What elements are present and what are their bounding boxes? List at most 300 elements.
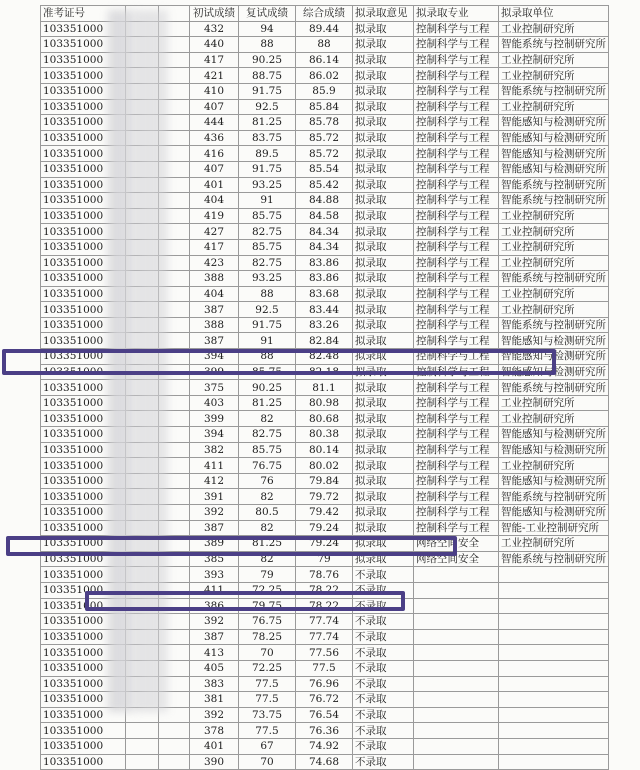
table-cell[interactable]: 103351000 (41, 99, 126, 115)
table-cell[interactable]: 93.25 (239, 177, 296, 193)
table-cell[interactable]: 91.75 (239, 83, 296, 99)
table-cell[interactable]: 103351000 (41, 333, 126, 349)
table-cell[interactable]: 88.75 (239, 68, 296, 84)
table-cell[interactable] (126, 738, 159, 754)
table-cell[interactable] (159, 723, 190, 739)
table-cell[interactable]: 407 (190, 161, 239, 177)
table-cell[interactable]: 79.42 (296, 505, 353, 521)
table-cell[interactable]: 103351000 (41, 364, 126, 380)
table-cell[interactable]: 82 (239, 489, 296, 505)
table-cell[interactable]: 388 (190, 271, 239, 287)
table-cell[interactable] (414, 754, 499, 770)
table-cell[interactable]: 控制科学与工程 (414, 115, 499, 131)
table-cell[interactable]: 拟录取 (353, 68, 414, 84)
table-cell[interactable]: 85.75 (239, 239, 296, 255)
table-cell[interactable]: 拟录取 (353, 286, 414, 302)
table-cell[interactable]: 76.75 (239, 458, 296, 474)
table-cell[interactable]: 387 (190, 520, 239, 536)
table-cell[interactable]: 拟录取 (353, 411, 414, 427)
table-cell[interactable]: 89.44 (296, 21, 353, 37)
table-cell[interactable]: 84.34 (296, 224, 353, 240)
table-cell[interactable]: 103351000 (41, 239, 126, 255)
table-cell[interactable]: 73.75 (239, 707, 296, 723)
table-cell[interactable]: 控制科学与工程 (414, 99, 499, 115)
table-cell[interactable]: 103351000 (41, 395, 126, 411)
table-cell[interactable]: 智能-工业控制研究所 (499, 520, 609, 536)
table-cell[interactable]: 387 (190, 333, 239, 349)
table-cell[interactable]: 382 (190, 442, 239, 458)
table-cell[interactable]: 拟录取 (353, 349, 414, 365)
table-cell[interactable]: 85.84 (296, 99, 353, 115)
table-cell[interactable]: 工业控制研究所 (499, 411, 609, 427)
table-cell[interactable]: 拟录取 (353, 302, 414, 318)
table-cell[interactable]: 工业控制研究所 (499, 536, 609, 552)
table-cell[interactable]: 智能感知与检测研究所 (499, 364, 609, 380)
table-cell[interactable]: 72.25 (239, 660, 296, 676)
header-cell[interactable]: 综合成绩 (296, 6, 353, 22)
table-cell[interactable]: 76.72 (296, 692, 353, 708)
table-cell[interactable] (159, 738, 190, 754)
table-cell[interactable]: 工业控制研究所 (499, 208, 609, 224)
table-cell[interactable]: 103351000 (41, 614, 126, 630)
table-cell[interactable]: 103351000 (41, 271, 126, 287)
table-cell[interactable]: 智能感知与检测研究所 (499, 427, 609, 443)
table-cell[interactable]: 103351000 (41, 536, 126, 552)
table-cell[interactable]: 103351000 (41, 692, 126, 708)
table-cell[interactable]: 控制科学与工程 (414, 161, 499, 177)
table-cell[interactable]: 91.75 (239, 161, 296, 177)
table-cell[interactable]: 401 (190, 738, 239, 754)
table-cell[interactable]: 工业控制研究所 (499, 224, 609, 240)
table-cell[interactable]: 103351000 (41, 68, 126, 84)
table-cell[interactable]: 401 (190, 177, 239, 193)
table-cell[interactable]: 70 (239, 645, 296, 661)
table-cell[interactable]: 控制科学与工程 (414, 224, 499, 240)
table-cell[interactable]: 416 (190, 146, 239, 162)
table-cell[interactable]: 417 (190, 52, 239, 68)
table-cell[interactable]: 103351000 (41, 317, 126, 333)
table-cell[interactable]: 拟录取 (353, 505, 414, 521)
header-cell[interactable]: 复试成绩 (239, 6, 296, 22)
table-cell[interactable]: 拟录取 (353, 473, 414, 489)
table-cell[interactable]: 78.22 (296, 598, 353, 614)
table-cell[interactable]: 智能感知与检测研究所 (499, 333, 609, 349)
table-cell[interactable]: 智能系统与控制研究所 (499, 380, 609, 396)
table-cell[interactable]: 控制科学与工程 (414, 505, 499, 521)
table-cell[interactable]: 103351000 (41, 286, 126, 302)
table-cell[interactable]: 80.38 (296, 427, 353, 443)
table-cell[interactable]: 工业控制研究所 (499, 99, 609, 115)
table-cell[interactable]: 103351000 (41, 130, 126, 146)
table-cell[interactable]: 103351000 (41, 161, 126, 177)
table-cell[interactable]: 智能系统与控制研究所 (499, 551, 609, 567)
table-cell[interactable]: 智能感知与检测研究所 (499, 442, 609, 458)
table-cell[interactable]: 智能感知与检测研究所 (499, 115, 609, 131)
table-cell[interactable]: 103351000 (41, 707, 126, 723)
header-cell[interactable]: 拟录取专业 (414, 6, 499, 22)
table-cell[interactable]: 78.76 (296, 567, 353, 583)
table-cell[interactable]: 83.86 (296, 271, 353, 287)
table-cell[interactable]: 拟录取 (353, 271, 414, 287)
table-cell[interactable] (414, 660, 499, 676)
table-cell[interactable]: 80.68 (296, 411, 353, 427)
table-cell[interactable] (499, 660, 609, 676)
table-cell[interactable]: 103351000 (41, 551, 126, 567)
table-cell[interactable]: 103351000 (41, 520, 126, 536)
header-cell[interactable]: 拟录取意见 (353, 6, 414, 22)
table-cell[interactable]: 390 (190, 754, 239, 770)
table-cell[interactable]: 411 (190, 582, 239, 598)
table-cell[interactable]: 控制科学与工程 (414, 473, 499, 489)
table-cell[interactable] (499, 707, 609, 723)
table-cell[interactable]: 103351000 (41, 505, 126, 521)
table-cell[interactable]: 拟录取 (353, 551, 414, 567)
table-cell[interactable]: 407 (190, 99, 239, 115)
table-cell[interactable]: 103351000 (41, 193, 126, 209)
table-cell[interactable] (414, 723, 499, 739)
table-cell[interactable]: 77.74 (296, 629, 353, 645)
table-cell[interactable]: 103351000 (41, 598, 126, 614)
table-cell[interactable]: 不录取 (353, 645, 414, 661)
table-cell[interactable]: 88 (239, 286, 296, 302)
table-cell[interactable]: 控制科学与工程 (414, 52, 499, 68)
table-cell[interactable]: 76.96 (296, 676, 353, 692)
table-cell[interactable]: 82.48 (296, 349, 353, 365)
table-cell[interactable] (499, 645, 609, 661)
table-cell[interactable]: 84.34 (296, 239, 353, 255)
table-cell[interactable]: 81.25 (239, 395, 296, 411)
table-cell[interactable]: 智能系统与控制研究所 (499, 271, 609, 287)
table-cell[interactable]: 拟录取 (353, 458, 414, 474)
table-cell[interactable]: 拟录取 (353, 177, 414, 193)
table-cell[interactable]: 103351000 (41, 427, 126, 443)
table-cell[interactable]: 92.5 (239, 302, 296, 318)
table-cell[interactable]: 82.75 (239, 224, 296, 240)
table-cell[interactable]: 控制科学与工程 (414, 411, 499, 427)
table-cell[interactable]: 85.42 (296, 177, 353, 193)
table-cell[interactable]: 工业控制研究所 (499, 52, 609, 68)
table-cell[interactable]: 381 (190, 692, 239, 708)
table-cell[interactable]: 控制科学与工程 (414, 271, 499, 287)
table-cell[interactable]: 74.92 (296, 738, 353, 754)
table-cell[interactable]: 85.75 (239, 208, 296, 224)
table-cell[interactable]: 404 (190, 193, 239, 209)
table-cell[interactable]: 77.56 (296, 645, 353, 661)
table-cell[interactable]: 103351000 (41, 52, 126, 68)
table-cell[interactable]: 拟录取 (353, 427, 414, 443)
table-cell[interactable]: 80.02 (296, 458, 353, 474)
table-cell[interactable]: 103351000 (41, 302, 126, 318)
table-cell[interactable]: 387 (190, 302, 239, 318)
table-cell[interactable]: 控制科学与工程 (414, 83, 499, 99)
table-cell[interactable]: 智能感知与检测研究所 (499, 161, 609, 177)
table-cell[interactable]: 103351000 (41, 473, 126, 489)
table-cell[interactable]: 399 (190, 411, 239, 427)
table-cell[interactable]: 控制科学与工程 (414, 302, 499, 318)
table-cell[interactable]: 103351000 (41, 629, 126, 645)
table-cell[interactable]: 103351000 (41, 349, 126, 365)
table-cell[interactable]: 79.24 (296, 520, 353, 536)
table-cell[interactable]: 86.02 (296, 68, 353, 84)
table-cell[interactable]: 90.25 (239, 52, 296, 68)
table-cell[interactable]: 391 (190, 489, 239, 505)
table-cell[interactable]: 智能系统与控制研究所 (499, 489, 609, 505)
table-cell[interactable] (499, 723, 609, 739)
table-cell[interactable]: 92.5 (239, 99, 296, 115)
table-cell[interactable]: 83.68 (296, 286, 353, 302)
table-cell[interactable]: 拟录取 (353, 317, 414, 333)
table-cell[interactable]: 82.75 (239, 427, 296, 443)
table-cell[interactable]: 控制科学与工程 (414, 130, 499, 146)
table-cell[interactable]: 控制科学与工程 (414, 520, 499, 536)
table-cell[interactable]: 81.25 (239, 536, 296, 552)
table-cell[interactable]: 79.24 (296, 536, 353, 552)
table-cell[interactable]: 控制科学与工程 (414, 349, 499, 365)
table-cell[interactable] (414, 582, 499, 598)
table-cell[interactable]: 智能感知与检测研究所 (499, 130, 609, 146)
table-cell[interactable]: 控制科学与工程 (414, 458, 499, 474)
table-cell[interactable]: 77.74 (296, 614, 353, 630)
table-cell[interactable]: 工业控制研究所 (499, 302, 609, 318)
table-cell[interactable]: 控制科学与工程 (414, 364, 499, 380)
table-cell[interactable]: 智能感知与检测研究所 (499, 505, 609, 521)
table-cell[interactable]: 394 (190, 427, 239, 443)
table-cell[interactable] (499, 614, 609, 630)
table-cell[interactable] (499, 598, 609, 614)
table-cell[interactable]: 控制科学与工程 (414, 193, 499, 209)
table-cell[interactable]: 440 (190, 37, 239, 53)
table-cell[interactable]: 103351000 (41, 21, 126, 37)
table-cell[interactable]: 394 (190, 349, 239, 365)
table-cell[interactable]: 拟录取 (353, 83, 414, 99)
header-cell[interactable]: 拟录取单位 (499, 6, 609, 22)
table-cell[interactable]: 拟录取 (353, 146, 414, 162)
table-cell[interactable]: 88 (239, 37, 296, 53)
table-cell[interactable]: 91.75 (239, 317, 296, 333)
table-cell[interactable]: 80.98 (296, 395, 353, 411)
table-cell[interactable] (414, 598, 499, 614)
table-cell[interactable]: 拟录取 (353, 364, 414, 380)
table-cell[interactable]: 拟录取 (353, 37, 414, 53)
table-cell[interactable]: 控制科学与工程 (414, 21, 499, 37)
table-cell[interactable]: 工业控制研究所 (499, 395, 609, 411)
table-cell[interactable]: 不录取 (353, 614, 414, 630)
table-cell[interactable]: 不录取 (353, 707, 414, 723)
table-cell[interactable]: 77.5 (239, 676, 296, 692)
table-cell[interactable]: 103351000 (41, 83, 126, 99)
table-cell[interactable]: 85.78 (296, 115, 353, 131)
table-cell[interactable]: 控制科学与工程 (414, 68, 499, 84)
table-cell[interactable]: 智能系统与控制研究所 (499, 83, 609, 99)
table-cell[interactable]: 103351000 (41, 738, 126, 754)
table-cell[interactable]: 80.5 (239, 505, 296, 521)
table-cell[interactable]: 77.5 (296, 660, 353, 676)
table-cell[interactable]: 不录取 (353, 676, 414, 692)
table-cell[interactable]: 392 (190, 707, 239, 723)
table-cell[interactable]: 拟录取 (353, 208, 414, 224)
table-cell[interactable]: 103351000 (41, 146, 126, 162)
table-cell[interactable]: 拟录取 (353, 536, 414, 552)
table-cell[interactable]: 拟录取 (353, 115, 414, 131)
table-cell[interactable]: 控制科学与工程 (414, 37, 499, 53)
table-cell[interactable]: 工业控制研究所 (499, 255, 609, 271)
table-cell[interactable] (499, 582, 609, 598)
table-cell[interactable]: 103351000 (41, 411, 126, 427)
table-cell[interactable]: 智能感知与检测研究所 (499, 473, 609, 489)
table-cell[interactable]: 不录取 (353, 723, 414, 739)
table-cell[interactable]: 82 (239, 520, 296, 536)
table-cell[interactable]: 工业控制研究所 (499, 458, 609, 474)
table-cell[interactable] (414, 645, 499, 661)
header-cell[interactable]: 初试成绩 (190, 6, 239, 22)
table-cell[interactable]: 控制科学与工程 (414, 333, 499, 349)
table-cell[interactable]: 103351000 (41, 645, 126, 661)
table-cell[interactable]: 智能感知与检测研究所 (499, 349, 609, 365)
table-cell[interactable]: 77.5 (239, 692, 296, 708)
table-cell[interactable]: 436 (190, 130, 239, 146)
table-cell[interactable]: 80.14 (296, 442, 353, 458)
table-cell[interactable]: 控制科学与工程 (414, 427, 499, 443)
table-cell[interactable]: 不录取 (353, 582, 414, 598)
table-cell[interactable]: 403 (190, 395, 239, 411)
table-cell[interactable]: 拟录取 (353, 520, 414, 536)
table-cell[interactable]: 432 (190, 21, 239, 37)
table-cell[interactable]: 拟录取 (353, 224, 414, 240)
table-cell[interactable]: 控制科学与工程 (414, 146, 499, 162)
table-cell[interactable]: 82.75 (239, 255, 296, 271)
table-cell[interactable]: 76.54 (296, 707, 353, 723)
table-cell[interactable]: 拟录取 (353, 442, 414, 458)
table-cell[interactable]: 拟录取 (353, 130, 414, 146)
table-cell[interactable]: 76 (239, 473, 296, 489)
table-cell[interactable] (414, 614, 499, 630)
table-cell[interactable] (414, 707, 499, 723)
table-cell[interactable]: 拟录取 (353, 21, 414, 37)
table-cell[interactable]: 智能系统与控制研究所 (499, 37, 609, 53)
table-cell[interactable]: 404 (190, 286, 239, 302)
table-cell[interactable]: 拟录取 (353, 395, 414, 411)
table-cell[interactable]: 拟录取 (353, 99, 414, 115)
table-cell[interactable]: 85.9 (296, 83, 353, 99)
table-cell[interactable]: 不录取 (353, 754, 414, 770)
table-cell[interactable]: 94 (239, 21, 296, 37)
table-cell[interactable]: 387 (190, 629, 239, 645)
table-cell[interactable]: 103351000 (41, 208, 126, 224)
table-cell[interactable]: 103351000 (41, 567, 126, 583)
table-cell[interactable]: 411 (190, 458, 239, 474)
table-cell[interactable]: 拟录取 (353, 255, 414, 271)
table-cell[interactable] (126, 754, 159, 770)
table-cell[interactable]: 91 (239, 193, 296, 209)
table-cell[interactable]: 77.5 (239, 723, 296, 739)
header-cell[interactable]: 准考证号 (41, 6, 126, 22)
table-cell[interactable]: 控制科学与工程 (414, 442, 499, 458)
table-cell[interactable]: 78.22 (296, 582, 353, 598)
table-cell[interactable]: 85.54 (296, 161, 353, 177)
table-cell[interactable] (159, 754, 190, 770)
table-cell[interactable]: 375 (190, 380, 239, 396)
table-cell[interactable]: 76.75 (239, 614, 296, 630)
table-cell[interactable]: 386 (190, 598, 239, 614)
table-cell[interactable]: 417 (190, 239, 239, 255)
table-cell[interactable] (499, 754, 609, 770)
table-cell[interactable]: 控制科学与工程 (414, 317, 499, 333)
table-cell[interactable]: 81.1 (296, 380, 353, 396)
table-cell[interactable]: 83.26 (296, 317, 353, 333)
table-cell[interactable]: 393 (190, 567, 239, 583)
table-cell[interactable] (499, 692, 609, 708)
table-cell[interactable]: 74.68 (296, 754, 353, 770)
table-cell[interactable]: 76.36 (296, 723, 353, 739)
table-cell[interactable]: 412 (190, 473, 239, 489)
table-cell[interactable]: 82.18 (296, 364, 353, 380)
table-cell[interactable]: 83.44 (296, 302, 353, 318)
table-cell[interactable]: 90.25 (239, 380, 296, 396)
table-cell[interactable]: 421 (190, 68, 239, 84)
table-cell[interactable]: 工业控制研究所 (499, 239, 609, 255)
table-cell[interactable]: 78.25 (239, 629, 296, 645)
table-cell[interactable]: 88 (239, 349, 296, 365)
table-cell[interactable]: 85.75 (239, 364, 296, 380)
table-cell[interactable] (414, 567, 499, 583)
table-cell[interactable]: 79.75 (239, 598, 296, 614)
table-cell[interactable]: 智能系统与控制研究所 (499, 317, 609, 333)
table-cell[interactable]: 83.75 (239, 130, 296, 146)
table-cell[interactable]: 103351000 (41, 442, 126, 458)
table-cell[interactable]: 智能感知与检测研究所 (499, 146, 609, 162)
table-cell[interactable]: 103351000 (41, 676, 126, 692)
table-cell[interactable]: 工业控制研究所 (499, 286, 609, 302)
table-cell[interactable]: 91 (239, 333, 296, 349)
table-cell[interactable]: 103351000 (41, 37, 126, 53)
table-cell[interactable]: 拟录取 (353, 52, 414, 68)
table-cell[interactable]: 423 (190, 255, 239, 271)
table-cell[interactable]: 103351000 (41, 489, 126, 505)
table-cell[interactable] (126, 723, 159, 739)
table-cell[interactable]: 智能系统与控制研究所 (499, 177, 609, 193)
table-cell[interactable]: 控制科学与工程 (414, 380, 499, 396)
table-cell[interactable]: 智能系统与控制研究所 (499, 193, 609, 209)
table-cell[interactable]: 86.14 (296, 52, 353, 68)
table-cell[interactable] (499, 567, 609, 583)
table-cell[interactable]: 拟录取 (353, 333, 414, 349)
table-cell[interactable]: 419 (190, 208, 239, 224)
table-cell[interactable]: 控制科学与工程 (414, 489, 499, 505)
table-cell[interactable]: 81.25 (239, 115, 296, 131)
table-cell[interactable] (414, 692, 499, 708)
table-cell[interactable] (414, 629, 499, 645)
table-cell[interactable]: 网络空间安全 (414, 551, 499, 567)
table-cell[interactable]: 392 (190, 505, 239, 521)
table-cell[interactable]: 383 (190, 676, 239, 692)
table-cell[interactable]: 70 (239, 754, 296, 770)
table-cell[interactable]: 不录取 (353, 660, 414, 676)
table-cell[interactable]: 控制科学与工程 (414, 395, 499, 411)
table-cell[interactable]: 拟录取 (353, 161, 414, 177)
table-cell[interactable]: 不录取 (353, 738, 414, 754)
table-cell[interactable] (499, 676, 609, 692)
table-cell[interactable]: 392 (190, 614, 239, 630)
table-cell[interactable]: 103351000 (41, 224, 126, 240)
table-cell[interactable]: 82 (239, 551, 296, 567)
table-cell[interactable]: 67 (239, 738, 296, 754)
table-cell[interactable]: 93.25 (239, 271, 296, 287)
table-cell[interactable]: 不录取 (353, 598, 414, 614)
table-cell[interactable]: 控制科学与工程 (414, 239, 499, 255)
table-cell[interactable]: 385 (190, 551, 239, 567)
table-cell[interactable] (414, 676, 499, 692)
table-cell[interactable]: 不录取 (353, 692, 414, 708)
